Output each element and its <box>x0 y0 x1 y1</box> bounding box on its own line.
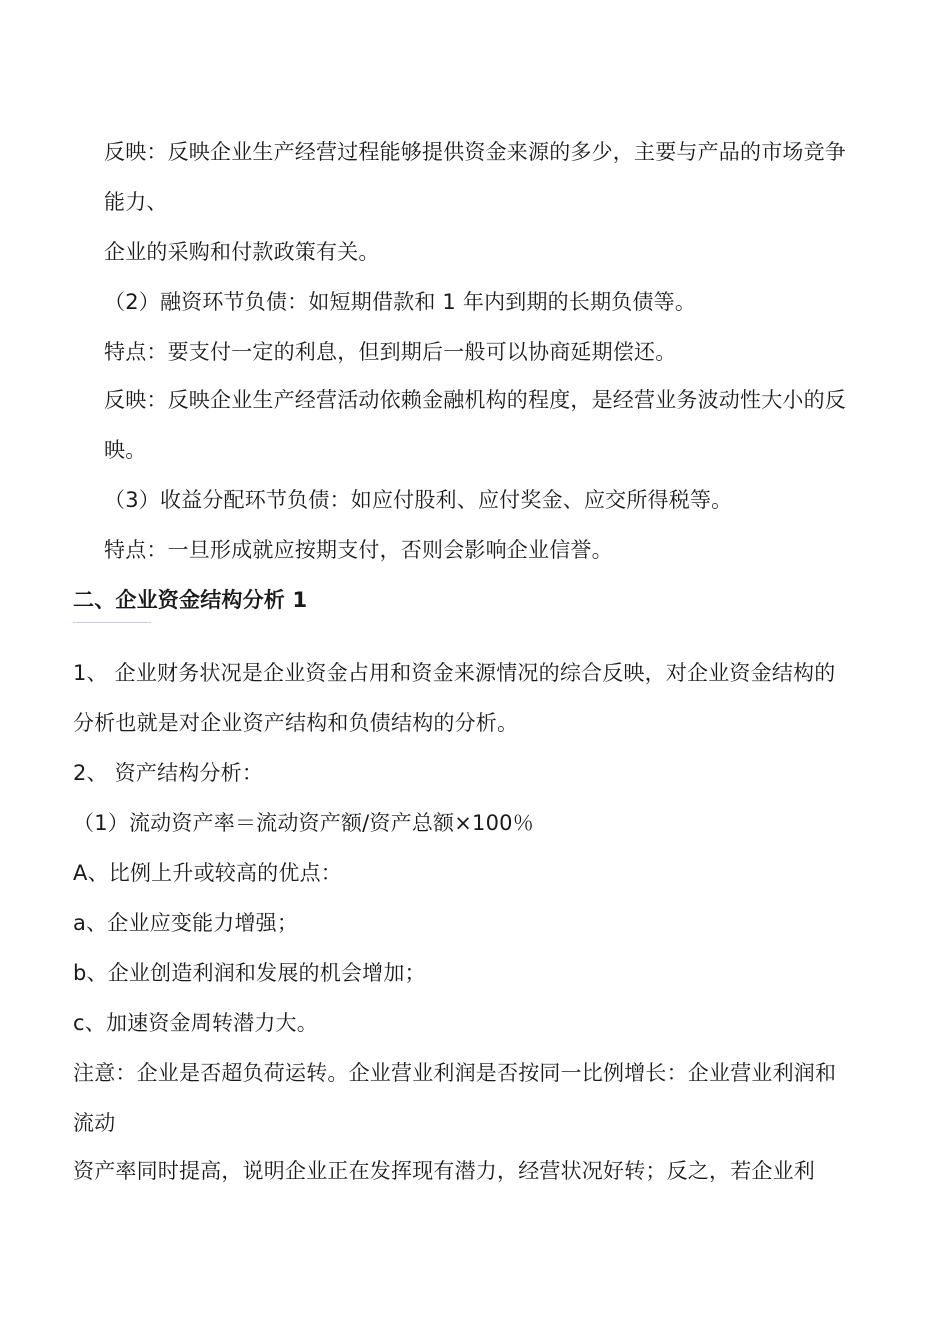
feature-profit-distribution: 特点：一旦形成就应按期支付，否则会影响企业信誉。 <box>104 538 613 562</box>
feature-financing: 特点：要支付一定的利息，但到期后一般可以协商延期偿还。 <box>104 340 677 364</box>
heading-divider <box>73 622 151 623</box>
advantage-title: A、比例上升或较高的优点： <box>73 861 342 885</box>
reflect1-line3: 企业的采购和付款政策有关。 <box>104 240 380 264</box>
advantage-b: b、企业创造利润和发展的机会增加； <box>73 961 426 985</box>
note-line3: 资产率同时提高，说明企业正在发挥现有潜力，经营状况好转；反之，若企业利 <box>73 1159 815 1183</box>
item-profit-distribution-liability: （3）收益分配环节负债：如应付股利、应付奖金、应交所得税等。 <box>104 488 733 512</box>
advantage-a: a、企业应变能力增强； <box>73 911 299 935</box>
note-line1: 注意：企业是否超负荷运转。企业营业利润是否按同一比例增长：企业营业利润和 <box>73 1061 837 1085</box>
item-financing-liability: （2）融资环节负债：如短期借款和 1 年内到期的长期负债等。 <box>104 290 697 314</box>
point1-line1: 1、 企业财务状况是企业资金占用和资金来源情况的综合反映，对企业资金结构的 <box>73 661 836 685</box>
advantage-c: c、加速资金周转潜力大。 <box>73 1011 318 1035</box>
point2-asset-structure: 2、 资产结构分析： <box>73 761 264 785</box>
reflect2-line1: 反映：反映企业生产经营活动依赖金融机构的程度，是经营业务波动性大小的反 <box>104 388 846 412</box>
formula-current-asset-ratio: （1）流动资产率＝流动资产额/资产总额×100％ <box>73 811 534 835</box>
point1-line2: 分析也就是对企业资产结构和负债结构的分析。 <box>73 711 519 735</box>
section-heading: 二、企业资金结构分析 1 <box>73 588 308 612</box>
reflect1-line2: 能力、 <box>104 190 168 214</box>
note-line2: 流动 <box>73 1111 116 1135</box>
reflect2-line2: 映。 <box>104 438 147 462</box>
reflect1-line1: 反映：反映企业生产经营过程能够提供资金来源的多少，主要与产品的市场竞争 <box>104 140 846 164</box>
